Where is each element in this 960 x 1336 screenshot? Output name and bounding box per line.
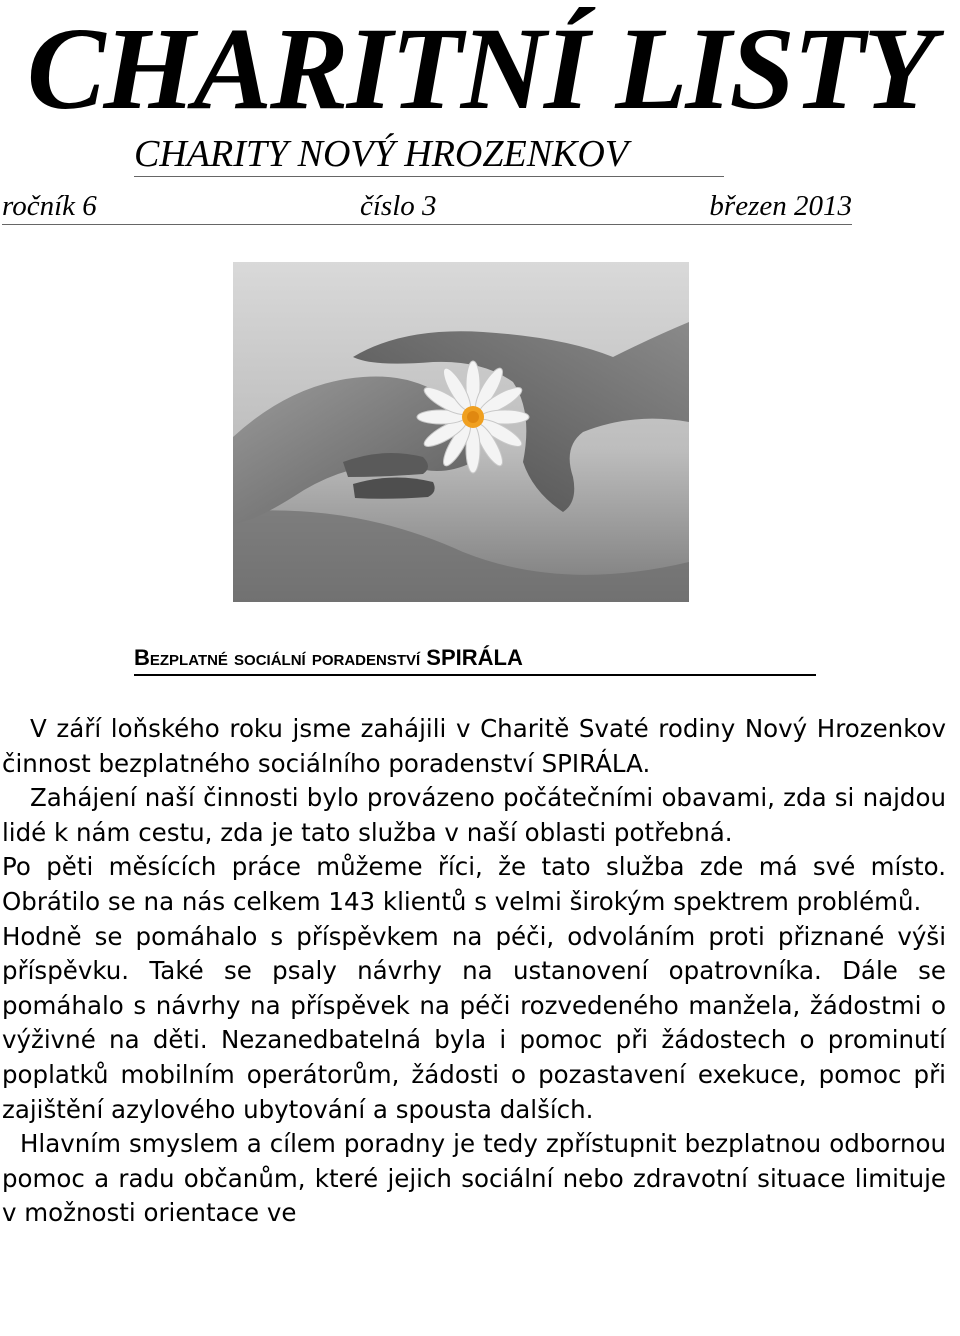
article-paragraph: Hlavním smyslem a cílem poradny je tedy zpřístupnit bezplatnou odbornou pomoc a radu občanům, které jejich sociální nebo zdravotní situace limituje v možnosti orientace ve: [2, 1129, 946, 1228]
article-paragraph: Zahájení naší činnosti bylo provázeno počátečními obavami, zda si najdou lidé k nám cestu, zda je tato služba v naší oblasti potřebná.: [2, 783, 946, 847]
article-body: [2, 712, 946, 1231]
article-paragraph: Po pěti měsících práce můžeme říci, že tato služba zde má své místo. Obrátilo se na nás celkem 143 klientů s velmi širokým spektrem problémů.: [2, 852, 946, 916]
issue-volume: ročník 6: [2, 190, 97, 222]
masthead-title: CHARITNÍ LISTY: [26, 3, 934, 134]
issue-info-row: [2, 188, 852, 225]
masthead-subtitle: CHARITY NOVÝ HROZENKOV: [134, 132, 724, 177]
hands-daisy-photo: [233, 262, 689, 602]
issue-date: březen 2013: [709, 190, 852, 222]
issue-number: číslo 3: [360, 190, 437, 222]
article-paragraph: V září loňského roku jsme zahájili v Charitě Svaté rodiny Nový Hrozenkov činnost bezplatného sociálního poradenství SPIRÁLA.: [2, 714, 946, 778]
article-heading: Bezplatné sociální poradenství SPIRÁLA: [134, 642, 816, 676]
article-paragraph: Hodně se pomáhalo s příspěvkem na péči, odvoláním proti přiznané výši příspěvku. Také se psaly návrhy na ustanovení opatrovníka. Dále se pomáhalo s návrhy na příspěvek na péči rozvedeného manžela, žádostmi o výživné na děti. Nezanedbatelná byla i pomoc při žádostech o prominutí poplatků mobilním operátorům, žádosti o pozastavení exekuce, pomoc při zajištění azylového ubytování a spousta dalších.: [2, 921, 946, 1124]
